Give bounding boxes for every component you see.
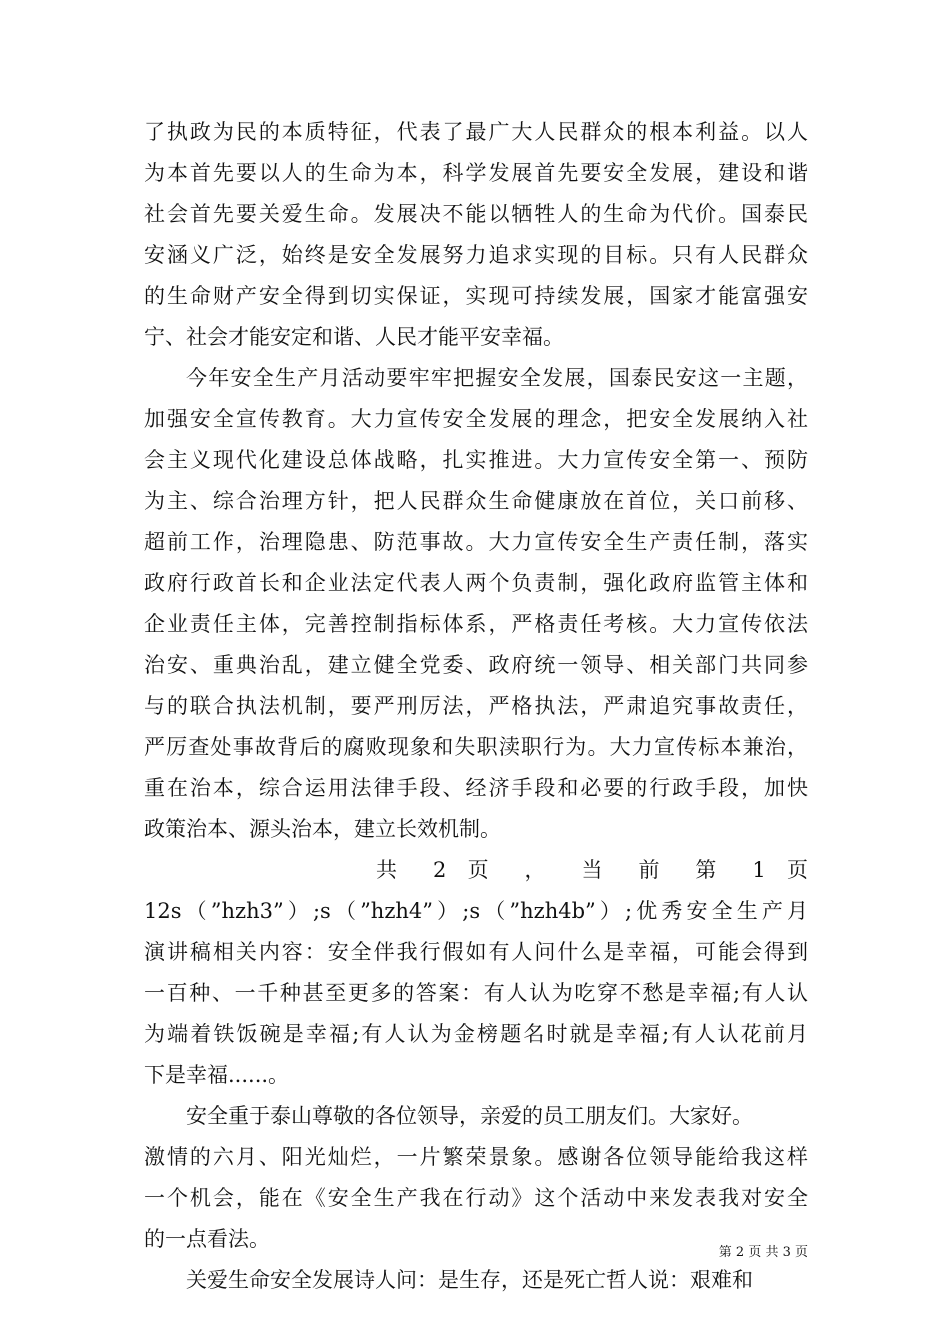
- text-line: 政策治本、源头治本，建立长效机制。: [144, 817, 501, 841]
- text-line: 与的联合执法机制，要严刑厉法，严格执法，严肃追究事故责任，: [144, 694, 808, 718]
- text-line: 激情的六月、阳光灿烂，一片繁荣景象。感谢各位领导能给我这样: [144, 1145, 808, 1169]
- text-line: 为主、综合治理方针，把人民群众生命健康放在首位，关口前移、: [144, 489, 808, 513]
- inline-page-counter: 共 2 页 ， 当 前 第 1 页: [376, 858, 808, 882]
- text-line: 政府行政首长和企业法定代表人两个负责制，强化政府监管主体和: [144, 571, 808, 595]
- text-line: 一百种、一千种甚至更多的答案：有人认为吃穿不愁是幸福;有人认: [144, 981, 808, 1005]
- text-line: 一个机会，能在《安全生产我在行动》这个活动中来发表我对安全: [144, 1186, 808, 1210]
- text-line: 下是幸福......。: [144, 1063, 290, 1087]
- text-line: 社会首先要关爱生命。发展决不能以牺牲人的生命为代价。国泰民: [144, 202, 808, 226]
- text-line: 为端着铁饭碗是幸福;有人认为金榜题名时就是幸福;有人认花前月: [144, 1022, 808, 1046]
- paragraph-first-line: 今年安全生产月活动要牢牢把握安全发展，国泰民安这一主题，: [186, 366, 808, 390]
- text-line: 超前工作，治理隐患、防范事故。大力宣传安全生产责任制，落实: [144, 530, 808, 554]
- text-line: 的一点看法。: [144, 1227, 270, 1251]
- text-line: 治安、重典治乱，建立健全党委、政府统一领导、相关部门共同参: [144, 653, 808, 677]
- paragraph-first-line: 安全重于泰山尊敬的各位领导，亲爱的员工朋友们。大家好。: [186, 1104, 753, 1128]
- text-line: 为本首先要以人的生命为本，科学发展首先要安全发展，建设和谐: [144, 161, 808, 185]
- text-line: 12s（”hzh3”）;s（”hzh4”）;s（”hzh4b”）;优秀安全生产月: [144, 899, 808, 923]
- text-line: 宁、社会才能安定和谐、人民才能平安幸福。: [144, 325, 564, 349]
- text-line: 了执政为民的本质特征，代表了最广大人民群众的根本利益。以人: [144, 120, 808, 144]
- text-line: 重在治本，综合运用法律手段、经济手段和必要的行政手段，加快: [144, 776, 808, 800]
- text-line: 的生命财产安全得到切实保证，实现可持续发展，国家才能富强安: [144, 284, 808, 308]
- text-line: 会主义现代化建设总体战略，扎实推进。大力宣传安全第一、预防: [144, 448, 808, 472]
- text-line: 演讲稿相关内容：安全伴我行假如有人问什么是幸福，可能会得到: [144, 940, 808, 964]
- text-line: 严厉查处事故背后的腐败现象和失职渎职行为。大力宣传标本兼治，: [144, 735, 808, 759]
- text-line: 加强安全宣传教育。大力宣传安全发展的理念，把安全发展纳入社: [144, 407, 808, 431]
- page-footer: 第 2 页 共 3 页: [718, 1245, 808, 1260]
- text-line: 企业责任主体，完善控制指标体系，严格责任考核。大力宣传依法: [144, 612, 808, 636]
- text-line: 安涵义广泛，始终是安全发展努力追求实现的目标。只有人民群众: [144, 243, 808, 267]
- paragraph-first-line: 关爱生命安全发展诗人问：是生存，还是死亡哲人说：艰难和: [186, 1268, 753, 1292]
